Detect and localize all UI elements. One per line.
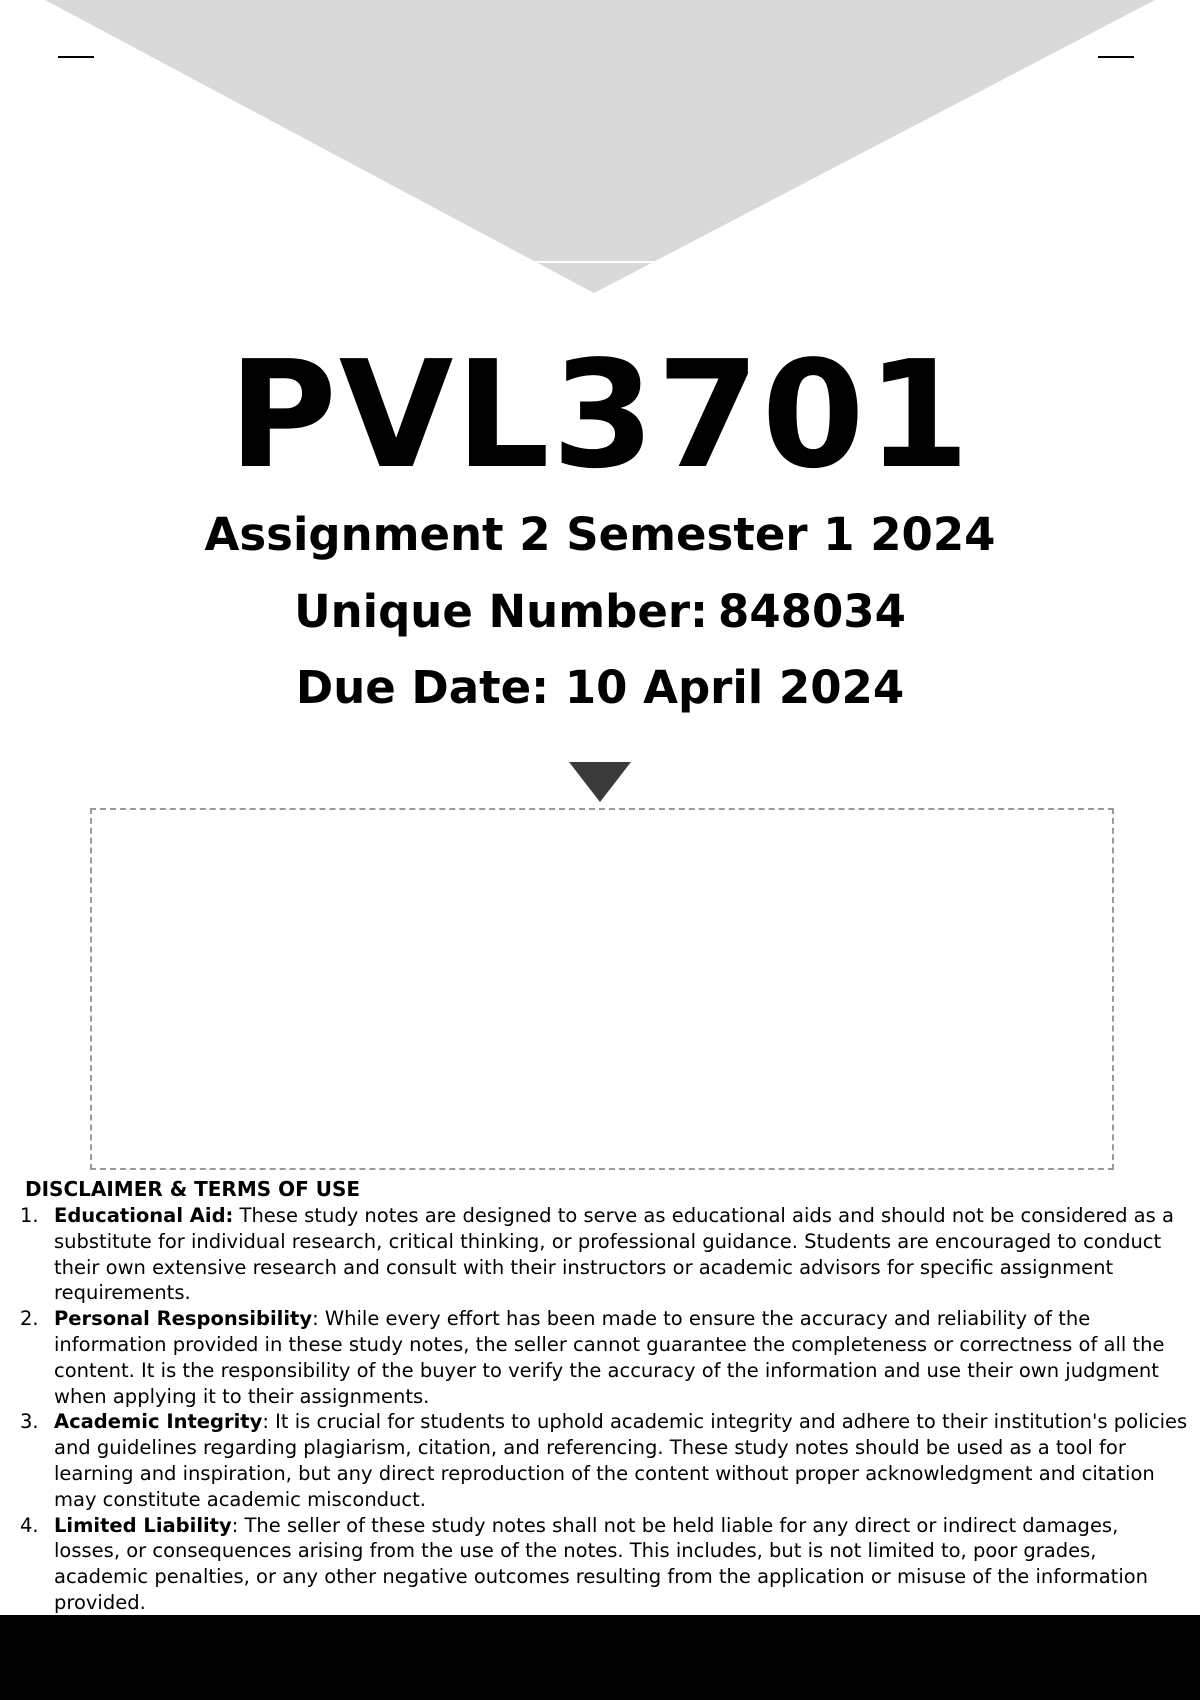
due-date-line: Due Date: 10 April 2024 [295, 661, 905, 714]
header-chevron-graphic [0, 0, 1200, 300]
term-item-personal-responsibility [20, 1306, 1190, 1409]
term-item-academic-integrity [20, 1409, 1190, 1512]
term-text: : The seller of these study notes shall not be held liable for any direct or indirect damages, losses, or consequences arising from the use of the notes. This includes, but is not limited to, poor grades, academic penalties, or any other negative outcomes resulting from the application or misuse of the information provided. [54, 1513, 1149, 1614]
corner-dash-right [1098, 56, 1134, 58]
term-title: Academic Integrity [54, 1410, 263, 1434]
bottom-black-bar [0, 1615, 1200, 1700]
image-placeholder-box [90, 808, 1114, 1170]
term-number: 1. [20, 1204, 39, 1227]
term-text: : It is crucial for students to uphold academic integrity and adhere to their institution's policies and guidelines regarding plagiarism, citation, and referencing. These study notes should be used as a tool for learning and inspiration, but any direct reproduction of the content without proper acknowledgment and citation may constitute academic misconduct. [54, 1410, 1188, 1511]
term-title: Educational Aid: [54, 1204, 234, 1227]
term-item-limited-liability [20, 1513, 1190, 1616]
term-text: These study notes are designed to serve as educational aids and should not be considered as a substitute for individual research, critical thinking, or professional guidance. Students are encouraged to conduct their own extensive research and consult with their instructors or academic advisors for specific assignment requirements. [54, 1204, 1174, 1305]
term-item-educational-aid [20, 1203, 1190, 1306]
term-title: Personal Responsibility [54, 1307, 313, 1331]
down-arrow-icon [569, 762, 631, 802]
term-number: 3. [20, 1410, 39, 1434]
course-code-title: PVL3701 [228, 329, 972, 501]
chevron-shape [45, 0, 1155, 293]
unique-number-value: 848034 [718, 585, 906, 638]
term-number: 2. [20, 1307, 39, 1331]
term-text: : While every effort has been made to ensure the accuracy and reliability of the information provided in these study notes, the seller cannot guarantee the completeness or correctness of all the content. It is the responsibility of the buyer to verify the accuracy of the information and use their own judgment when applying it to their assignments. [54, 1307, 1165, 1408]
term-number: 4. [20, 1513, 39, 1537]
assignment-subtitle: Assignment 2 Semester 1 2024 [204, 508, 996, 561]
terms-list [20, 1203, 1190, 1616]
term-title: Limited Liability [54, 1513, 232, 1537]
unique-number-line [0, 584, 1200, 640]
disclaimer-heading: DISCLAIMER & TERMS OF USE [25, 1177, 361, 1201]
corner-dash-left [58, 56, 94, 58]
unique-number-label: Unique Number: [294, 585, 709, 638]
